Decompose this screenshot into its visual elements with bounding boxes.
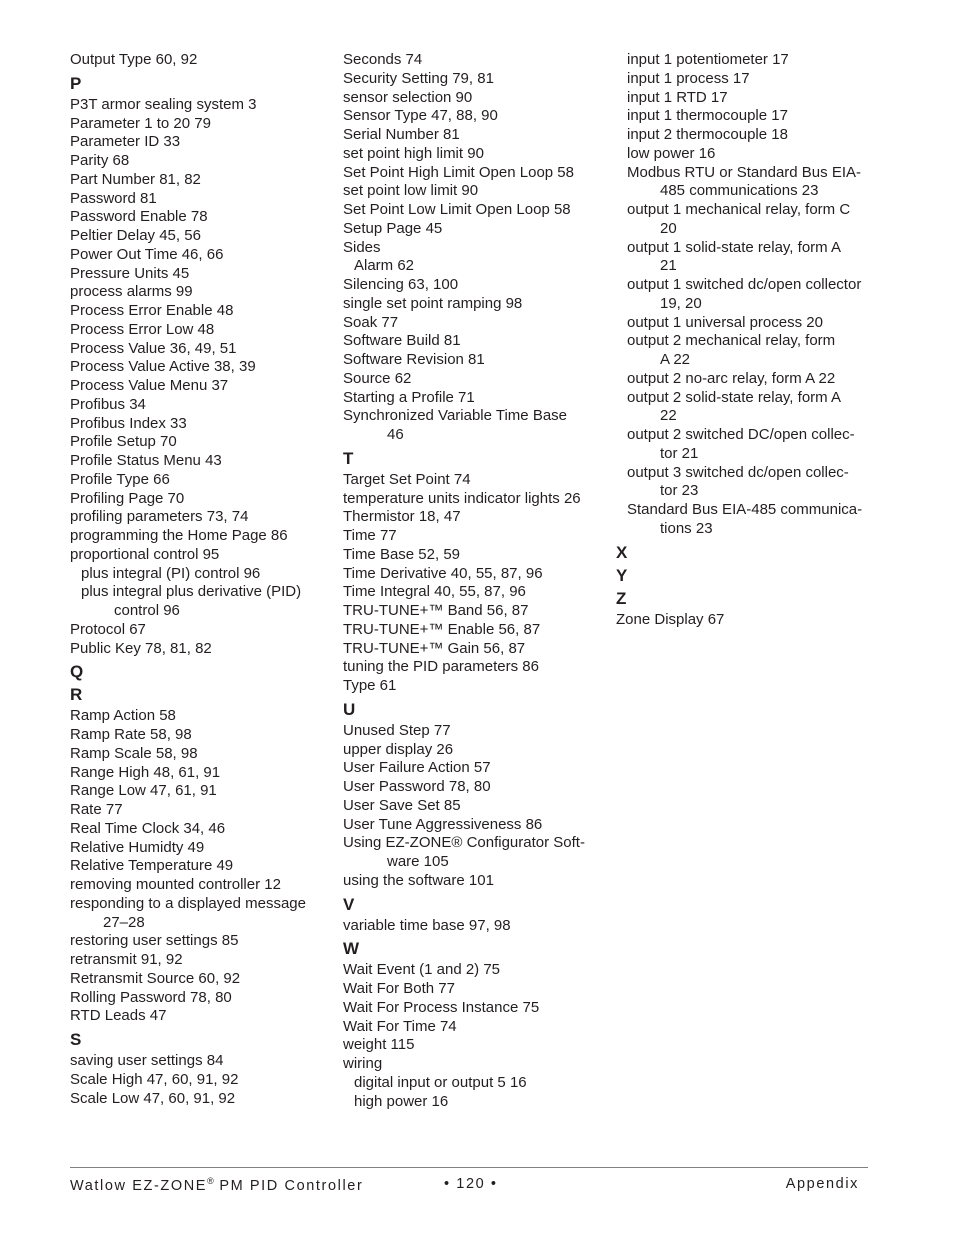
index-entry: Password 81 [70, 189, 157, 207]
index-letter-heading: X [616, 542, 628, 562]
footer-title-text: Watlow EZ-ZONE [70, 1177, 208, 1194]
index-entry: Ramp Action 58 [70, 707, 176, 725]
footer-section-name: Appendix [785, 1176, 859, 1192]
index-entry: Source 62 [343, 369, 412, 387]
index-entry-continuation: 22 [660, 407, 677, 425]
index-entry-continuation: 27–28 [103, 913, 145, 931]
index-entry: Wait For Both 77 [343, 980, 455, 997]
index-entry: Thermistor 18, 47 [343, 508, 461, 526]
index-subentry: input 1 process 17 [627, 69, 750, 87]
index-entry: Sides [343, 238, 381, 256]
footer-divider [70, 1167, 868, 1168]
registered-mark: ® [207, 1176, 214, 1186]
index-entry: sensor selection 90 [343, 88, 473, 106]
index-entry-continuation: tor 21 [660, 444, 699, 462]
index-entry: Process Error Enable 48 [70, 302, 234, 319]
index-entry: Process Value Menu 37 [70, 377, 229, 394]
index-entry: Process Error Low 48 [70, 320, 215, 338]
index-subentry: input 1 potentiometer 17 [627, 51, 789, 68]
index-letter-heading: S [70, 1030, 82, 1049]
index-entry: Relative Temperature 49 [70, 857, 234, 875]
index-subentry: plus integral (PI) control 96 [81, 564, 261, 582]
index-letter-heading: P [70, 73, 82, 93]
index-entry: TRU-TUNE+™ Gain 56, 87 [343, 639, 526, 657]
index-entry: Soak 77 [343, 313, 399, 331]
index-entry: Software Build 81 [343, 332, 461, 350]
index-subentry: output 3 switched dc/open collec- [627, 463, 849, 481]
index-entry: Profibus 34 [70, 395, 146, 413]
index-entry: Setup Page 45 [343, 219, 443, 237]
index-entry: Peltier Delay 45, 56 [70, 227, 201, 244]
index-entry: Profile Status Menu 43 [70, 452, 222, 469]
index-column-1 [70, 51, 330, 1108]
index-subentry: high power 16 [354, 1092, 449, 1110]
index-entry: removing mounted controller 12 [70, 876, 281, 893]
index-entry: Unused Step 77 [343, 721, 451, 739]
index-entry: retransmit 91, 92 [70, 951, 183, 968]
index-subentry: output 2 no-arc relay, form A 22 [627, 369, 836, 387]
index-entry: Sensor Type 47, 88, 90 [343, 107, 498, 125]
index-entry: Public Key 78, 81, 82 [70, 639, 212, 657]
index-entry: Synchronized Variable Time Base [343, 407, 568, 425]
index-entry: Target Set Point 74 [343, 470, 471, 488]
index-entry: Set Point High Limit Open Loop 58 [343, 163, 574, 181]
index-letter-heading: R [70, 685, 83, 705]
index-letter-heading: V [343, 894, 355, 914]
index-subentry: plus integral plus derivative (PID) [81, 583, 302, 601]
index-subentry: output 2 switched DC/open collec- [627, 426, 855, 443]
index-entry: programming the Home Page 86 [70, 527, 288, 544]
page-number: • 120 • [444, 1176, 498, 1192]
index-entry-continuation: control 96 [114, 602, 180, 619]
index-subentry: Standard Bus EIA-485 communica- [627, 501, 863, 518]
index-entry: Scale Low 47, 60, 91, 92 [70, 1089, 236, 1107]
index-letter-heading: Q [70, 662, 84, 682]
index-column-3 [616, 51, 881, 629]
footer-product-title [70, 1176, 363, 1194]
index-entry: Process Value Active 38, 39 [70, 358, 256, 376]
index-entry: Rolling Password 78, 80 [70, 988, 232, 1006]
index-subentry: input 2 thermocouple 18 [627, 126, 788, 143]
index-entry: Parameter ID 33 [70, 133, 181, 151]
index-subentry: input 1 thermocouple 17 [627, 107, 788, 125]
index-entry: Retransmit Source 60, 92 [70, 969, 241, 987]
index-entry-continuation: tor 23 [660, 482, 699, 500]
index-entry: Zone Display 67 [616, 610, 725, 628]
index-entry: responding to a displayed message [70, 894, 306, 912]
index-entry: Silencing 63, 100 [343, 276, 459, 293]
index-entry: Output Type 60, 92 [70, 51, 198, 68]
index-entry-continuation: 46 [387, 426, 404, 443]
index-entry: Rate 77 [70, 801, 123, 818]
index-entry: restoring user settings 85 [70, 932, 239, 950]
footer-title-tail: PM PID Controller [213, 1177, 364, 1194]
index-subentry: digital input or output 5 16 [354, 1073, 527, 1091]
index-entry: Parity 68 [70, 152, 130, 169]
index-entry: TRU-TUNE+™ Enable 56, 87 [343, 620, 541, 638]
index-entry: User Save Set 85 [343, 796, 461, 814]
index-entry: Profiling Page 70 [70, 489, 185, 507]
index-entry: User Password 78, 80 [343, 778, 491, 795]
index-entry: Process Value 36, 49, 51 [70, 339, 237, 357]
index-entry: set point high limit 90 [343, 144, 484, 162]
index-entry: P3T armor sealing system 3 [70, 95, 257, 113]
index-entry: single set point ramping 98 [343, 294, 523, 312]
index-letter-heading: T [343, 448, 354, 468]
index-entry: temperature units indicator lights 26 [343, 489, 581, 507]
index-entry: RTD Leads 47 [70, 1007, 167, 1025]
index-entry: Pressure Units 45 [70, 264, 190, 282]
index-entry: Range High 48, 61, 91 [70, 763, 221, 781]
index-entry: Software Revision 81 [343, 351, 485, 368]
index-letter-heading: Y [616, 565, 628, 585]
index-entry: Set Point Low Limit Open Loop 58 [343, 201, 571, 218]
index-entry: Wait For Time 74 [343, 1017, 457, 1035]
index-letter-heading: Z [616, 588, 627, 608]
index-entry: Profile Setup 70 [70, 433, 177, 451]
index-entry: Protocol 67 [70, 620, 146, 638]
index-entry: Time 77 [343, 527, 397, 544]
index-entry-continuation: 20 [660, 219, 677, 237]
index-entry: Seconds 74 [343, 51, 423, 68]
index-entry: profiling parameters 73, 74 [70, 508, 249, 526]
index-entry: Relative Humidty 49 [70, 838, 205, 856]
index-entry: User Failure Action 57 [343, 759, 491, 777]
index-subentry: Modbus RTU or Standard Bus EIA- [627, 163, 861, 181]
index-entry-continuation: ware 105 [387, 853, 449, 870]
index-entry: Using EZ-ZONE® Configurator Soft- [343, 834, 585, 852]
index-entry: Profile Type 66 [70, 470, 170, 488]
index-entry: Time Integral 40, 55, 87, 96 [343, 583, 526, 601]
index-subentry: low power 16 [627, 144, 716, 162]
index-subentry: Alarm 62 [354, 257, 415, 275]
index-entry: Range Low 47, 61, 91 [70, 782, 217, 800]
index-entry: Ramp Scale 58, 98 [70, 744, 198, 762]
index-entry-continuation: 21 [660, 257, 677, 275]
index-subentry: output 2 mechanical relay, form [627, 332, 836, 350]
index-entry: Wait Event (1 and 2) 75 [343, 961, 501, 979]
index-entry: Security Setting 79, 81 [343, 69, 494, 87]
index-entry: saving user settings 84 [70, 1052, 224, 1069]
index-entry: wiring [343, 1055, 383, 1072]
index-subentry: output 1 switched dc/open collector [627, 276, 862, 293]
index-entry: set point low limit 90 [343, 182, 479, 200]
index-entry: Part Number 81, 82 [70, 170, 201, 188]
index-entry: Password Enable 78 [70, 208, 208, 226]
index-entry: Scale High 47, 60, 91, 92 [70, 1070, 239, 1088]
index-entry: using the software 101 [343, 871, 494, 889]
index-letter-heading: W [343, 939, 360, 959]
index-letter-heading: U [343, 699, 356, 719]
index-entry: Power Out Time 46, 66 [70, 245, 224, 263]
index-entry-continuation: 485 communications 23 [660, 182, 819, 200]
index-subentry: output 1 solid-state relay, form A [627, 238, 841, 256]
index-entry: upper display 26 [343, 740, 454, 758]
index-entry: User Tune Aggressiveness 86 [343, 815, 543, 833]
index-entry: variable time base 97, 98 [343, 916, 511, 934]
index-entry: proportional control 95 [70, 545, 220, 563]
index-entry: Ramp Rate 58, 98 [70, 726, 192, 743]
index-entry: Type 61 [343, 677, 397, 694]
index-subentry: output 2 solid-state relay, form A [627, 388, 841, 406]
index-column-2 [343, 51, 603, 1111]
index-entry: Time Base 52, 59 [343, 545, 461, 563]
index-entry: tuning the PID parameters 86 [343, 658, 539, 676]
index-entry: Wait For Process Instance 75 [343, 998, 540, 1016]
index-entry: Starting a Profile 71 [343, 388, 475, 406]
index-subentry: output 1 universal process 20 [627, 313, 823, 331]
index-entry: Serial Number 81 [343, 126, 460, 143]
index-entry: Profibus Index 33 [70, 414, 187, 432]
index-entry-continuation: tions 23 [660, 519, 713, 537]
index-entry: TRU-TUNE+™ Band 56, 87 [343, 602, 529, 619]
index-entry: weight 115 [343, 1036, 415, 1054]
index-entry: process alarms 99 [70, 283, 193, 301]
index-subentry: input 1 RTD 17 [627, 88, 728, 106]
index-entry: Parameter 1 to 20 79 [70, 114, 211, 132]
index-entry-continuation: 19, 20 [660, 294, 702, 312]
index-subentry: output 1 mechanical relay, form C [627, 201, 851, 218]
index-entry: Real Time Clock 34, 46 [70, 819, 226, 837]
index-entry: Time Derivative 40, 55, 87, 96 [343, 564, 543, 582]
index-entry-continuation: A 22 [660, 351, 691, 368]
